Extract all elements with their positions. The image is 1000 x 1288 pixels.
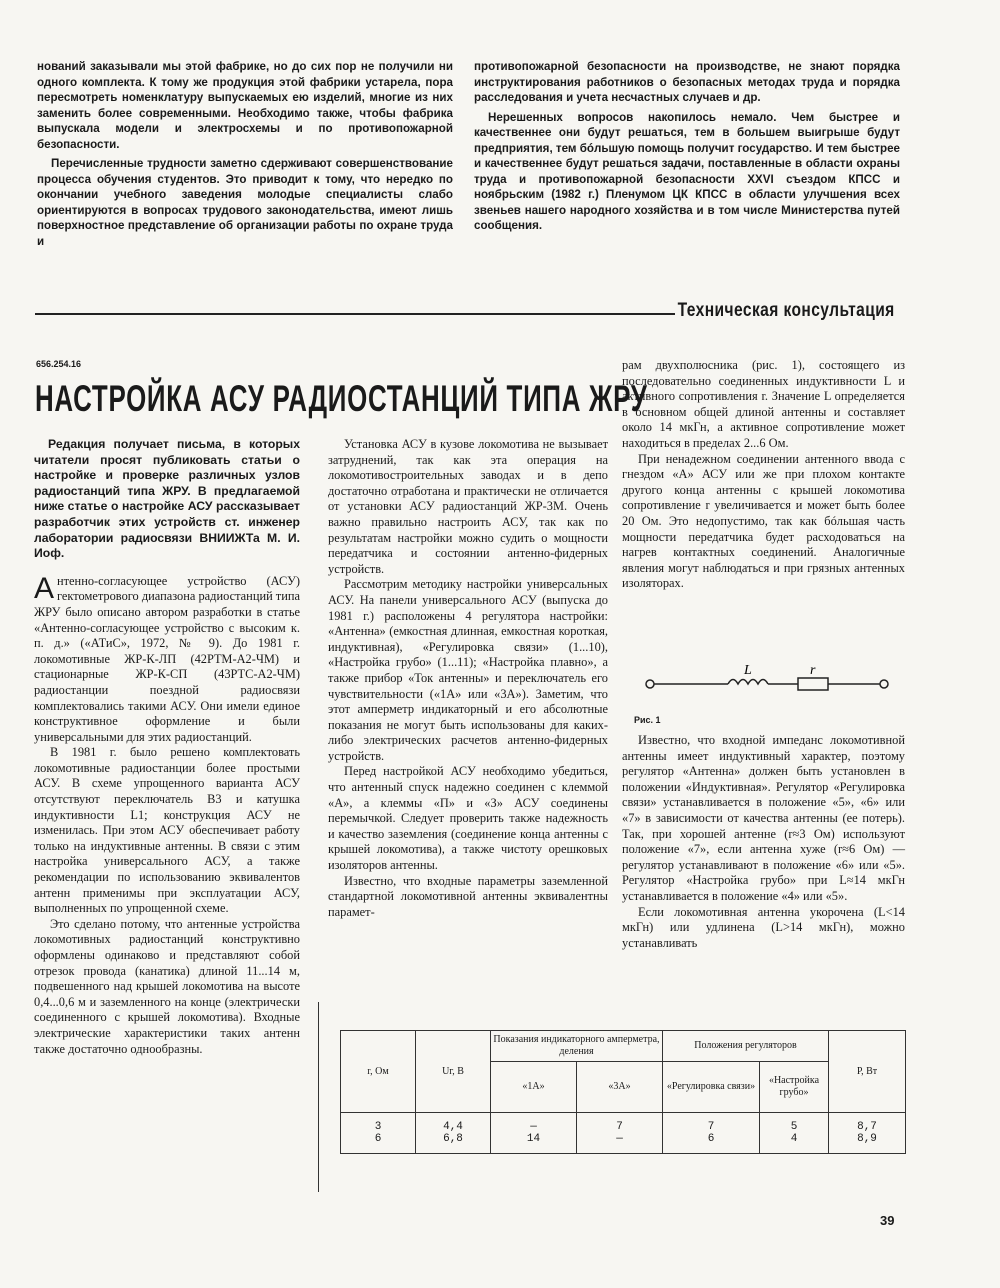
paragraph: рам двухполюсника (рис. 1), состоящего из последовательно соединенных индуктивности L и активного сопротивления r. Значение L определяется в основном общей длиной антенны и составляет около 14 мкГн, а активное сопротивление может находиться в пределах 2...6 Ом. <box>622 358 905 450</box>
top-left-column <box>37 59 453 253</box>
paragraph: Установка АСУ в кузове локомотива не вызывает затруднений, так как эта операция на локомотивостроительных заводах и в депо достаточно отработана и практически не отличается от установки АСУ радиостанций ЖР-3М. Очень важно правильно настроить АСУ, так как по результатам настройки можно судить о мощности передатчика и состоянии антенно-фидерных устройств. <box>328 437 608 576</box>
cell-value: 6,8 <box>443 1133 463 1145</box>
paragraph <box>34 571 300 746</box>
cell-value: 4,4 <box>443 1121 463 1133</box>
header-3a: «3А» <box>576 1062 662 1113</box>
cell <box>829 1113 906 1154</box>
lead-text: Редакция получает письма, в которых читатели просят публиковать статьи о настройке и проверке различных узлов радиостанций типа ЖРУ. В предлагаемой ниже статье о настройке АСУ рассказывает разработчик этих устройств ст. инженер лаборатории радиосвязи ВНИИЖТа М. И. Иоф. <box>34 437 300 561</box>
inductor <box>728 680 768 685</box>
resistor <box>798 678 828 690</box>
cell-value: 14 <box>526 1133 541 1145</box>
lead-paragraph <box>34 437 300 562</box>
label-L: L <box>744 664 752 678</box>
header-u: Uг, В <box>416 1031 491 1113</box>
data-table <box>340 1030 906 1154</box>
paragraph: В 1981 г. было решено комплектовать локомотивные радиостанции более простыми АСУ. В схеме упрощенного варианта АСУ отсутствуют переключатель В3 и катушка индуктивности L1; конструкция АСУ не изменилась. При этом АСУ обеспечивает работу только на индуктивные антенны. В связи с этим настройка универсального АСУ, а также рекомендации по использованию эквивалентов антенн применимы при эксплуатации АСУ, выполненных по упрощенной схеме. <box>34 745 300 916</box>
drop-cap: А <box>34 571 55 605</box>
cell-value: 4 <box>790 1133 798 1145</box>
column-3-lower <box>622 733 905 951</box>
header-indicator: Показания индикаторного амперметра, деления <box>491 1031 663 1062</box>
cell-value: 3 <box>374 1121 382 1133</box>
paragraph: Известно, что входной импеданс локомотивной антенны имеет индуктивный характер, поэтому регулятор «Антенна» должен быть установлен в положении «Индуктивная». Регулятор «Регулировка связи» устанавливается в положение «5», «6» или «7» в зависимости от качества антенны (ее потерь). Так, при хорошей антенне (r≈3 Ом) используют положение «7», если антенна хуже (r≈6 Ом) — регулятор устанавливают в положение «6» или «5». Регулятор «Настройка грубо» при L≈14 мкГн устанавливается в положение «4» или «5». <box>622 733 905 903</box>
cell-value: 6 <box>374 1133 382 1145</box>
udk-code: 656.254.16 <box>36 359 82 369</box>
cell <box>416 1113 491 1154</box>
page-number: 39 <box>880 1213 895 1228</box>
cell <box>760 1113 829 1154</box>
cell <box>491 1113 577 1154</box>
terminal-left <box>646 680 654 688</box>
terminal-right <box>880 680 888 688</box>
circuit-diagram <box>640 664 900 704</box>
cell-value: — <box>530 1121 537 1133</box>
paragraph: Рассмотрим методику настройки универсальных АСУ. На панели универсального АСУ (выпуска до 1981 г.) расположены 4 регулятора настройки: «Антенна» (емкостная длинная, емкостная короткая, индуктивная), «Регулировка связи» (1...10), «Настройка грубо» (1...11); «Настройка плавно», а также прибор «Ток антенны» и переключатель его чувствительности («1А» или «3А»). Заметим, что этот амперметр индикаторный и его абсолютные показания не могут быть использованы для каких-либо электрических расчетов антенно-фидерных устройств. <box>328 577 608 763</box>
cell <box>663 1113 760 1154</box>
label-r: r <box>810 664 816 678</box>
column-rule <box>318 1002 319 1192</box>
section-heading: Техническая консультация <box>677 300 895 321</box>
paragraph: Нерешенных вопросов накопилось немало. Чем быстрее и качественнее они будут решаться, тем в большем выигрыше будут предприятия, тем бóльшую помощь получит государство. И тем быстрее и качественнее будут решаться задачи, поставленные в области охраны труда и противопожарной безопасности XXVI съездом КПСС и ноябрьским (1982 г.) Пленумом ЦК КПСС в области улучшения всех звеньев нашего народного хозяйства и в том числе Министерства путей сообщения. <box>474 110 900 232</box>
header-p: Р, Вт <box>829 1031 906 1113</box>
cell-value: 8,9 <box>857 1133 877 1145</box>
header-r: r, Ом <box>341 1031 416 1113</box>
paragraph: противопожарной безопасности на производстве, не знают порядка инструктирования работников о безопасных методах труда и порядка расследования и учета несчастных случаев и др. <box>474 60 900 104</box>
column-3-upper <box>622 358 905 592</box>
paragraph: Это сделано потому, что антенные устройства локомотивных радиостанций конструктивно оформлены одинаково и представляют собой отрезок провода (канатика) длиной 11...14 м, подвешенного над крышей локомотива на высоте 0,4...0,6 м и заземленного на конце (электрически соединенного с крышей локомотива). Входные электрические характеристики таких антенн также достаточно однообразны. <box>34 916 300 1056</box>
paragraph: Известно, что входные параметры заземленной стандартной локомотивной антенны эквивалентны парамет- <box>328 873 608 919</box>
paragraph-text: нтенно-согласующее устройство (АСУ) гектометрового диапазона радиостанций типа ЖРУ было описано автором разработки в статье «Антенно-согласующее устройство с высоким к. п. д.» («АТиС», 1972, № 9). До 1981 г. локомотивные ЖР-К-ЛП (42РТМ-А2-ЧМ) и стационарные ЖР-К-СП (43РТС-А2-ЧМ) радиостанции поездной радиосвязи комплектовались такими АСУ. Они имели единое конструктивное оформление и были универсальными для этих радиостанций. <box>34 573 300 744</box>
cell-value: 6 <box>707 1133 715 1145</box>
paragraph: При ненадежном соединении антенного ввода с гнездом «А» АСУ или же при плохом контакте другого конца антенны с крышей локомотива сопротивление r увеличивается и может быть более 20 Ом. Это недопустимо, так как бóльшая часть мощности передатчика будет расходоваться на нагрев контактных соединений. Аналогичные явления могут наблюдаться и при грязных антенных изоляторах. <box>622 451 905 591</box>
cell <box>341 1113 416 1154</box>
cell-value: 8,7 <box>857 1121 877 1133</box>
cell-value: 7 <box>616 1121 623 1133</box>
column-2 <box>328 437 608 920</box>
header-coarse: «Настройка грубо» <box>760 1062 829 1113</box>
column-1 <box>34 437 300 1057</box>
cell <box>576 1113 662 1154</box>
header-1a: «1А» <box>491 1062 577 1113</box>
paragraph: Перечисленные трудности заметно сдерживают совершенствование процесса обучения студентов. Это приводит к тому, что нередко по окончании учебного заведения молодые специалисты слабо ориентируются в вопросах трудового законодательства, имеют лишь поверхностное представление об организации работы по охране труда и <box>37 157 453 248</box>
paragraph: Если локомотивная антенна укорочена (L<14 мкГн) или удлинена (L>14 мкГн), можно устанавливать <box>622 904 905 950</box>
table-row <box>341 1113 906 1154</box>
cell-value: — <box>616 1133 623 1145</box>
article-title: НАСТРОЙКА АСУ РАДИОСТАНЦИЙ ТИПА ЖРУ <box>35 378 648 419</box>
figure-caption: Рис. 1 <box>634 715 661 725</box>
header-regulation: «Регулировка связи» <box>663 1062 760 1113</box>
paragraph: Перед настройкой АСУ необходимо убедиться, что антенный спуск надежно соединен с клеммой «А», а клеммы «П» и «З» АСУ соединены перемычкой. Следует проверить также надежность и качество заземления (соединение конца антенны с крышей локомотива), а также чистоту орешковых изоляторов антенны. <box>328 764 608 873</box>
cell-value: 5 <box>790 1121 798 1133</box>
top-right-column <box>474 59 900 238</box>
header-positions: Положения регуляторов <box>663 1031 829 1062</box>
cell-value: 7 <box>707 1121 715 1133</box>
paragraph: нований заказывали мы этой фабрике, но до сих пор не получили ни одного комплекта. К тому же продукция этой фабрики устарела, пора пересмотреть номенклатуру выпускаемых ею изделий, многие из них заменить более современными. Необходимо также, чтобы фабрика выпускала модели и электросхемы и по противопожарной безопасности. <box>37 60 453 151</box>
section-divider <box>35 313 675 315</box>
